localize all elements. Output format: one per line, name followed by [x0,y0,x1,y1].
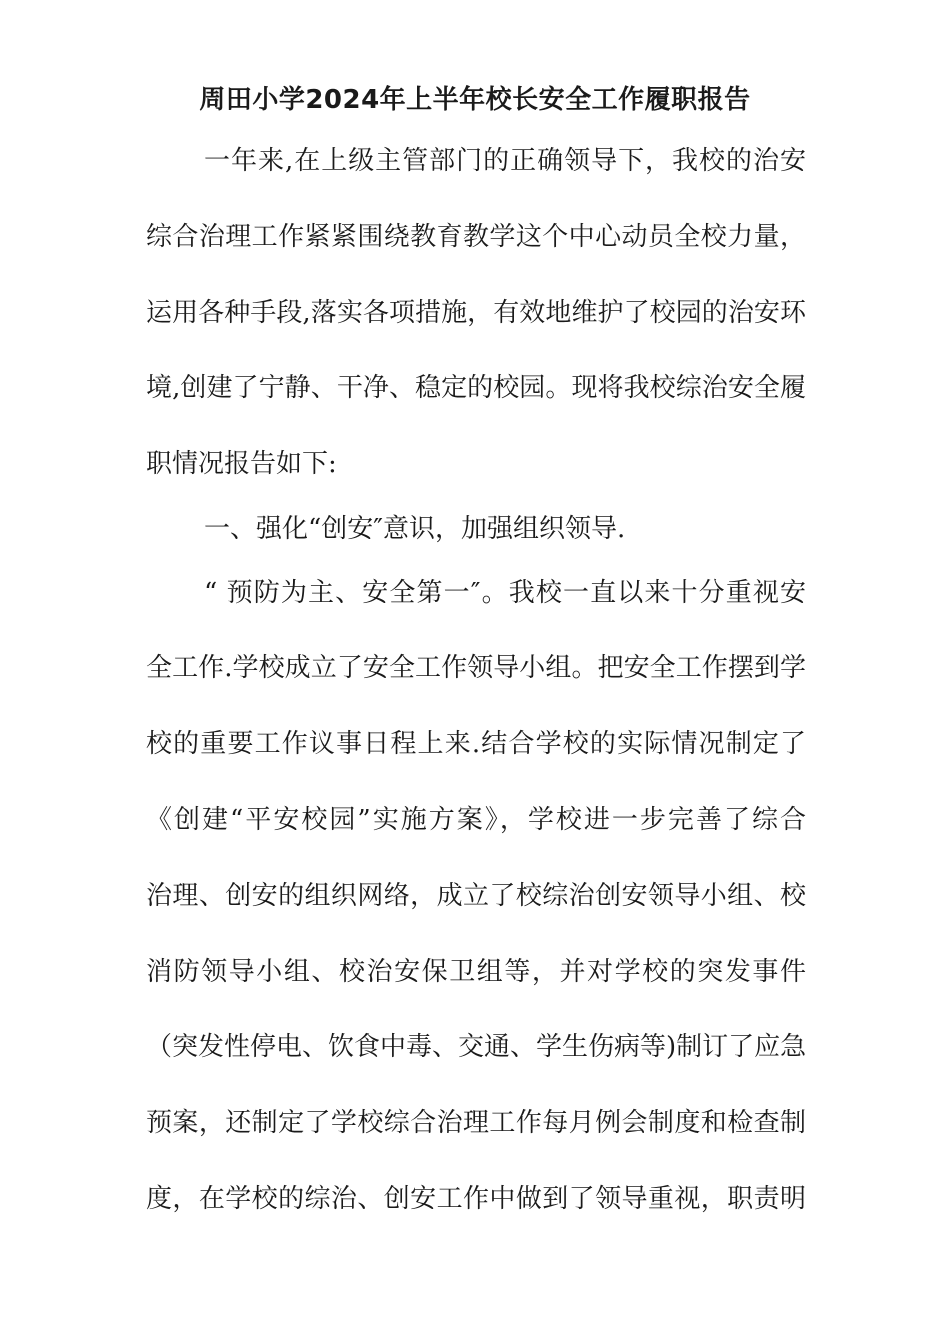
paragraph-line: 度，在学校的综治、创安工作中做到了领导重视，职责明 [146,1184,806,1214]
paragraph-line: 全工作.学校成立了安全工作领导小组。把安全工作摆到学 [146,653,806,683]
paragraph-line: （突发性停电、饮食中毒、交通、学生伤病等)制订了应急 [146,1032,807,1062]
paragraph-line: 消防领导小组、校治安保卫组等，并对学校的突发事件 [146,957,806,987]
paragraph-line: 境,创建了宁静、干净、稳定的校园。现将我校综治安全履 [146,373,806,403]
paragraph-line: 综合治理工作紧紧围绕教育教学这个中心动员全校力量， [146,222,806,252]
paragraph-line: 运用各种手段,落实各项措施，有效地维护了校园的治安环 [146,298,806,328]
paragraph-line: 一年来,在上级主管部门的正确领导下，我校的治安 [204,146,806,176]
paragraph-line: 职情况报告如下: [146,449,337,479]
section-heading: 一、强化“创安″意识，加强组织领导. [204,514,626,544]
paragraph-line: 校的重要工作议事日程上来.结合学校的实际情况制定了 [146,729,806,759]
paragraph-line: 治理、创安的组织网络，成立了校综治创安领导小组、校 [146,881,806,911]
paragraph-line: 预案，还制定了学校综合治理工作每月例会制度和检查制 [146,1108,806,1138]
paragraph-line: 《创建“平安校园”实施方案》，学校进一步完善了综合 [146,805,806,835]
paragraph-line: “ 预防为主、安全第一″。我校一直以来十分重视安 [204,578,806,608]
document-title: 周田小学2024年上半年校长安全工作履职报告 [199,85,751,115]
